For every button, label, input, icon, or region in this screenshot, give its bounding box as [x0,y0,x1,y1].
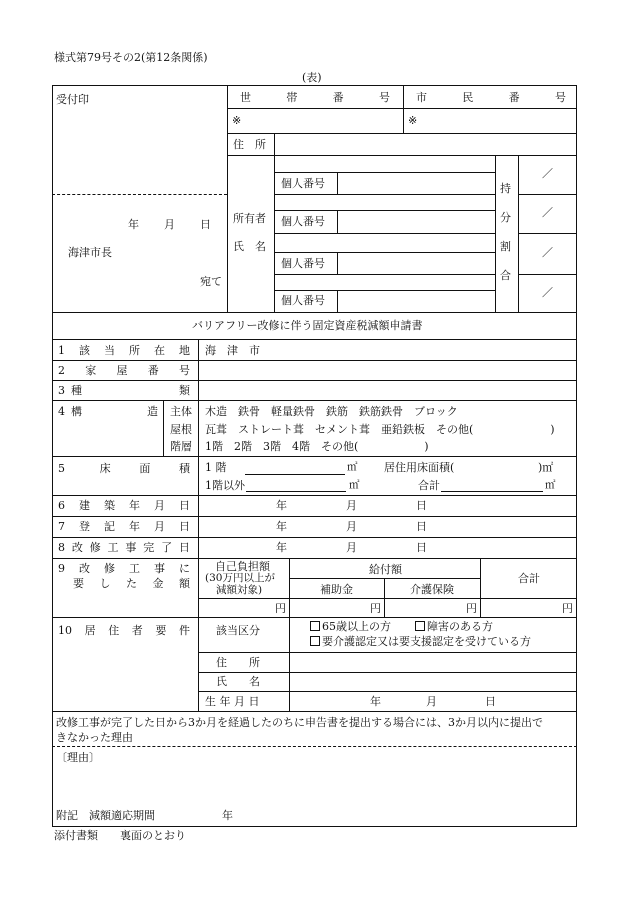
registry-year: 年 [276,520,287,533]
care-insurance-label: 介護保険 [410,583,454,596]
structure-roof-label: 屋根 [170,423,192,436]
checkbox-care-certified[interactable] [310,636,320,646]
residential-area-unit: )㎡ [538,461,554,474]
other-floors-label: 1階以外 [205,479,245,492]
total-yen: 円 [562,602,573,615]
structure-main-options: 木造 鉄骨 軽量鉄骨 鉄筋 鉄筋鉄骨 ブロック [205,405,458,418]
structure-floors-options: 1階 2階 3階 4階 その他( ) [205,440,429,453]
address-label: 住 所 [233,138,266,151]
total-area-label: 合計 [418,479,440,492]
reception-stamp-label: 受付印 [56,93,89,106]
share-char-2: 分 [500,211,511,224]
first-floor-label: 1 階 [205,461,227,474]
amount-total-label: 合計 [518,572,540,585]
form-number: 様式第79号その2(第12条関係) [54,51,208,64]
row8-label: 8 改 修 工 事 完 了 日 [58,541,190,554]
resident-address-label: 住 所 [216,656,260,669]
row1-value: 海 津 市 [205,344,260,357]
benefit-label: 給付額 [369,563,402,576]
late-filing-text-2: きなかった理由 [56,731,133,744]
resident-dob-label: 生 年 月 日 [205,695,260,708]
self-pay-yen: 円 [275,602,286,615]
row9-label-bottom: 要 し た 金 額 [73,577,190,590]
completion-day: 日 [416,541,427,554]
household-number-header: 世 帯 番 号 [240,91,390,104]
reason-label: 〔理由〕 [56,751,100,764]
row2-label: 2 家 屋 番 号 [58,364,190,377]
date-year: 年 [128,218,139,231]
reduction-period-year: 年 [222,809,233,822]
front-side-label: (表) [302,71,322,84]
row10-label: 10 居 住 者 要 件 [58,624,190,637]
row9-label-top: 9 改 修 工 事 に [58,562,190,575]
date-month: 月 [164,218,175,231]
completion-year: 年 [276,541,287,554]
option-care-certified[interactable]: 要介護認定又は要支援認定を受けている方 [310,636,531,647]
dob-year: 年 [370,695,381,708]
self-pay-label: 自己負担額 [215,560,270,573]
total-area-unit: ㎡ [545,479,556,491]
form-title: バリアフリー改修に伴う固定資産税減額申請書 [192,319,423,332]
structure-floors-label: 階層 [170,440,192,453]
subsidy-yen: 円 [370,602,381,615]
personal-number-label-2: 個人番号 [281,215,325,228]
owner-name-label: 氏 名 [233,240,266,253]
resident-name-label: 氏 名 [216,675,260,688]
structure-main-label: 主体 [170,405,192,418]
attachments-note: 添付書類 裏面のとおり [54,829,186,842]
share-slash-1: ／ [542,167,553,180]
option-disability[interactable]: 障害のある方 [415,621,493,632]
citizen-number-header: 市 民 番 号 [416,91,566,104]
other-floors-unit: ㎡ [349,479,360,491]
share-slash-2: ／ [542,206,553,219]
row5-label: 5 床 面 積 [58,462,190,475]
personal-number-label-4: 個人番号 [281,294,325,307]
checkbox-65-plus[interactable] [310,621,320,631]
build-month: 月 [346,499,357,512]
dob-month: 月 [426,695,437,708]
checkbox-disability[interactable] [415,621,425,631]
share-char-1: 持 [500,182,511,195]
option-65-plus[interactable]: 65歳以上の方 [310,621,391,632]
share-char-4: 合 [500,269,511,282]
row3-label: 3 種 類 [58,384,190,397]
completion-month: 月 [346,541,357,554]
structure-roof-options: 瓦葺 ストレート葺 セメント葺 亜鉛鉄板 その他( ) [205,423,555,436]
share-slash-3: ／ [542,246,553,259]
mayor-label: 海津市長 [68,246,112,259]
subsidy-label: 補助金 [320,583,353,596]
share-slash-4: ／ [542,286,553,299]
residential-area-label: 居住用床面積( [384,461,455,474]
dob-day: 日 [485,695,496,708]
share-char-3: 割 [500,240,511,253]
care-yen: 円 [466,602,477,615]
reduction-period-note: 附記 減額適応期間 [56,809,155,822]
build-day: 日 [416,499,427,512]
row6-label: 6 建 築 年 月 日 [58,499,190,512]
late-filing-text-1: 改修工事が完了した日から3か月を経過したのちに申告書を提出する場合には、3か月以内に提出で [56,716,543,729]
first-floor-unit: ㎡ [347,461,358,473]
self-pay-note-2: 減額対象) [216,584,263,596]
citizen-number-mark: ※ [408,114,418,127]
registry-month: 月 [346,520,357,533]
registry-day: 日 [416,520,427,533]
personal-number-label-1: 個人番号 [281,177,325,190]
addressee-label: 宛て [200,275,222,288]
self-pay-note-1: (30万円以上が [205,572,275,584]
row7-label: 7 登 記 年 月 日 [58,520,190,533]
personal-number-label-3: 個人番号 [281,257,325,270]
date-day: 日 [200,218,211,231]
row1-label: 1 該 当 所 在 地 [58,344,190,357]
household-number-mark: ※ [232,114,242,127]
category-label: 該当区分 [216,624,260,637]
build-year: 年 [276,499,287,512]
row4-label: 4 構 造 [58,405,158,418]
owner-label: 所有者 [233,212,266,225]
